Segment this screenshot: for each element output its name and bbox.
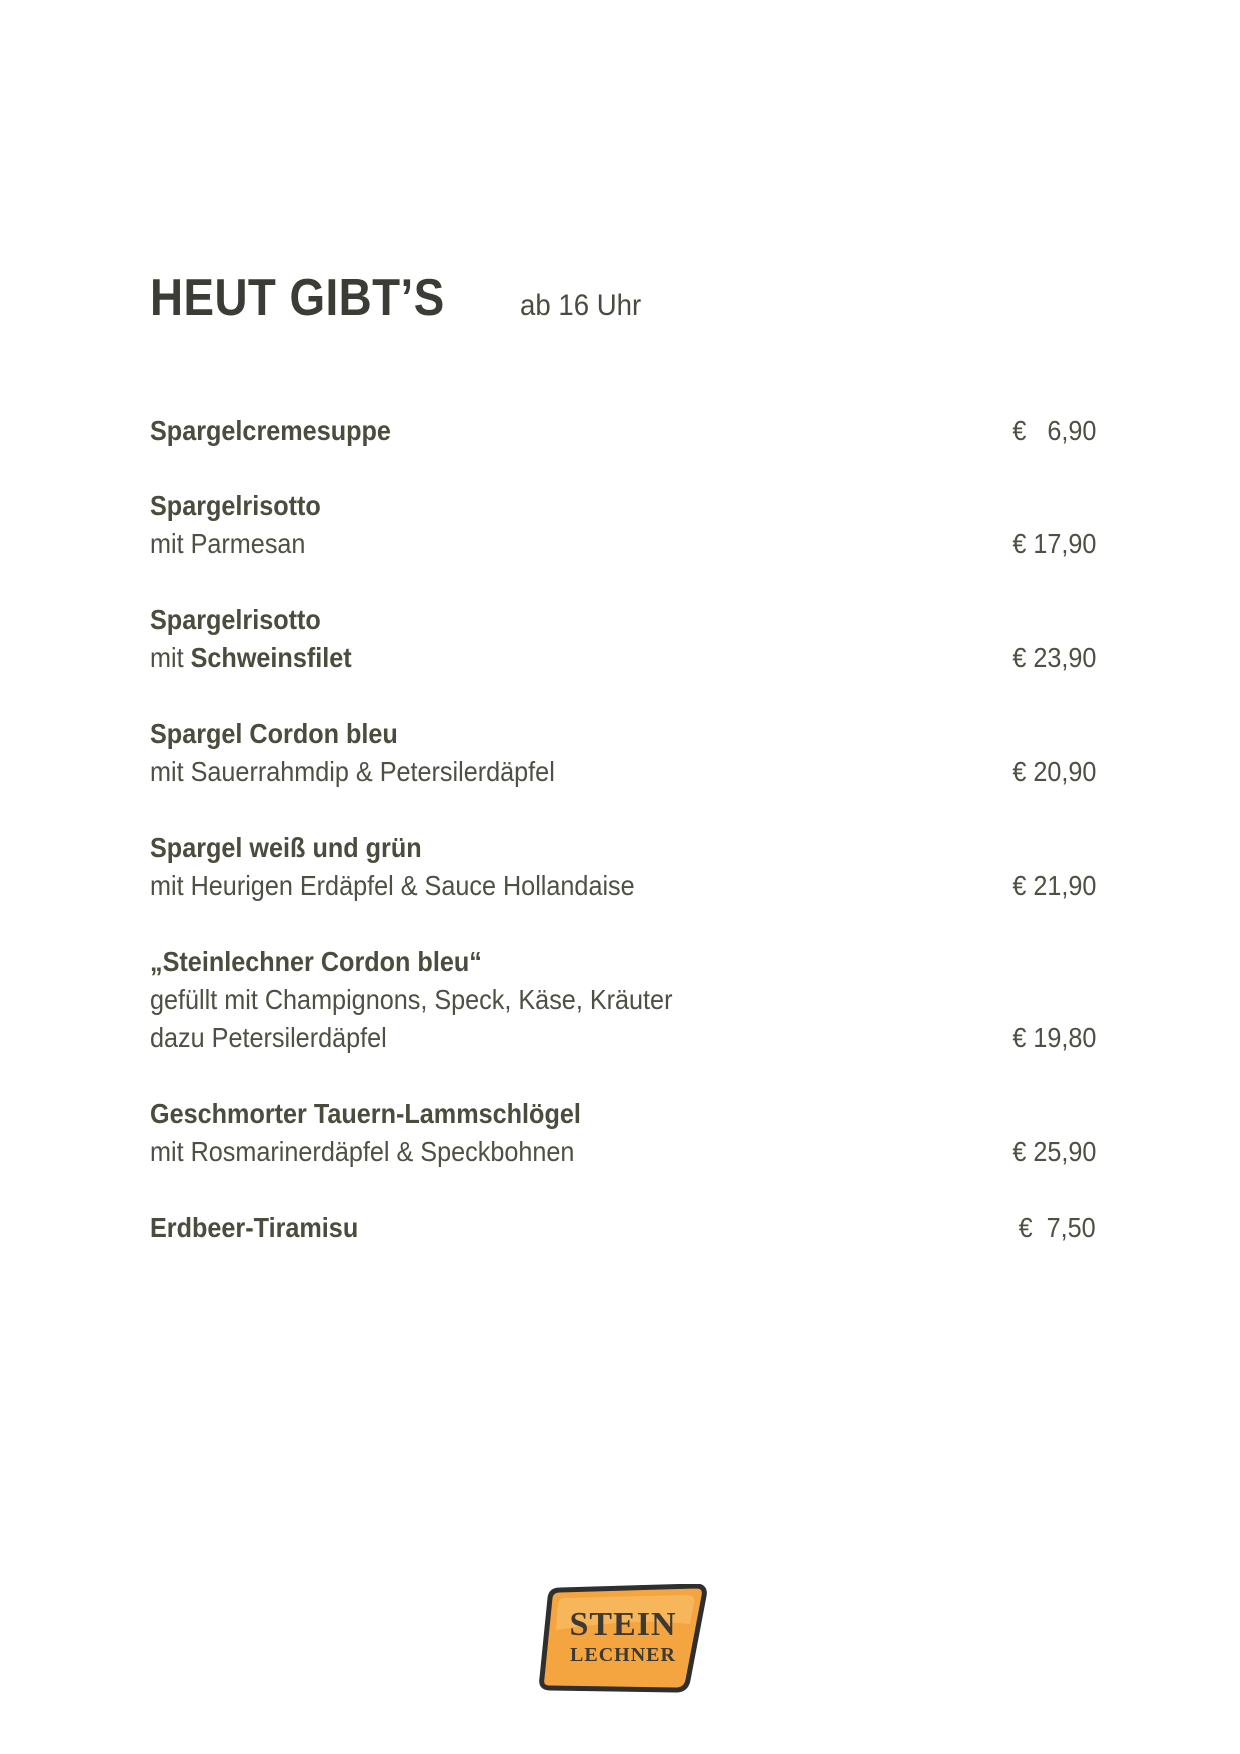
dish-description: mit Heurigen Erdäpfel & Sauce Hollandaise: [150, 870, 635, 901]
dish-description: mit Parmesan: [150, 528, 306, 559]
dish-description: [150, 639, 834, 677]
dish-price: € 17,90: [1011, 528, 1096, 559]
dish-description-highlight: Schweinsfilet: [190, 642, 352, 673]
menu-list: [150, 412, 1096, 1247]
logo-text-stein: STEIN: [569, 1606, 677, 1643]
menu-item: [150, 943, 1096, 1057]
dish-name: Geschmorter Tauern-Lammschlögel: [150, 1098, 581, 1129]
dish-description-prefix: mit: [150, 642, 191, 673]
service-time: ab 16 Uhr: [520, 289, 642, 322]
dish-name: Spargel weiß und grün: [150, 832, 422, 863]
page-title: HEUT GIBT’S: [150, 269, 445, 327]
dish-price: € 7,50: [1018, 1212, 1096, 1243]
dish-name: Erdbeer-Tiramisu: [150, 1212, 359, 1243]
dish-name: Spargelcremesuppe: [150, 415, 391, 446]
menu-header: [150, 268, 652, 328]
dish-price: € 6,90: [1011, 415, 1096, 446]
dish-price: € 20,90: [1011, 756, 1096, 787]
dish-description: dazu Petersilerdäpfel: [150, 1022, 387, 1053]
dish-name: Spargel Cordon bleu: [150, 718, 398, 749]
menu-item: [150, 829, 1096, 905]
dish-price: € 25,90: [1011, 1136, 1096, 1167]
dish-name: „Steinlechner Cordon bleu“: [150, 946, 482, 977]
dish-description: mit Rosmarinerdäpfel & Speckbohnen: [150, 1136, 575, 1167]
menu-item: [150, 715, 1096, 791]
dish-price: € 23,90: [1011, 642, 1096, 673]
menu-item: [150, 1209, 1096, 1247]
menu-item: [150, 1095, 1096, 1171]
steinlechner-logo: [538, 1584, 708, 1694]
dish-name: Spargelrisotto: [150, 490, 321, 521]
menu-item: [150, 487, 1096, 563]
dish-description: gefüllt mit Champignons, Speck, Käse, Kräuter: [150, 984, 673, 1015]
menu-item: [150, 601, 1096, 677]
logo-text-lechner: LECHNER: [570, 1644, 676, 1666]
dish-price: € 19,80: [1011, 1022, 1096, 1053]
dish-description: mit Sauerrahmdip & Petersilerdäpfel: [150, 756, 555, 787]
dish-price: € 21,90: [1011, 870, 1096, 901]
dish-name: Spargelrisotto: [150, 604, 321, 635]
menu-item: [150, 412, 1096, 450]
